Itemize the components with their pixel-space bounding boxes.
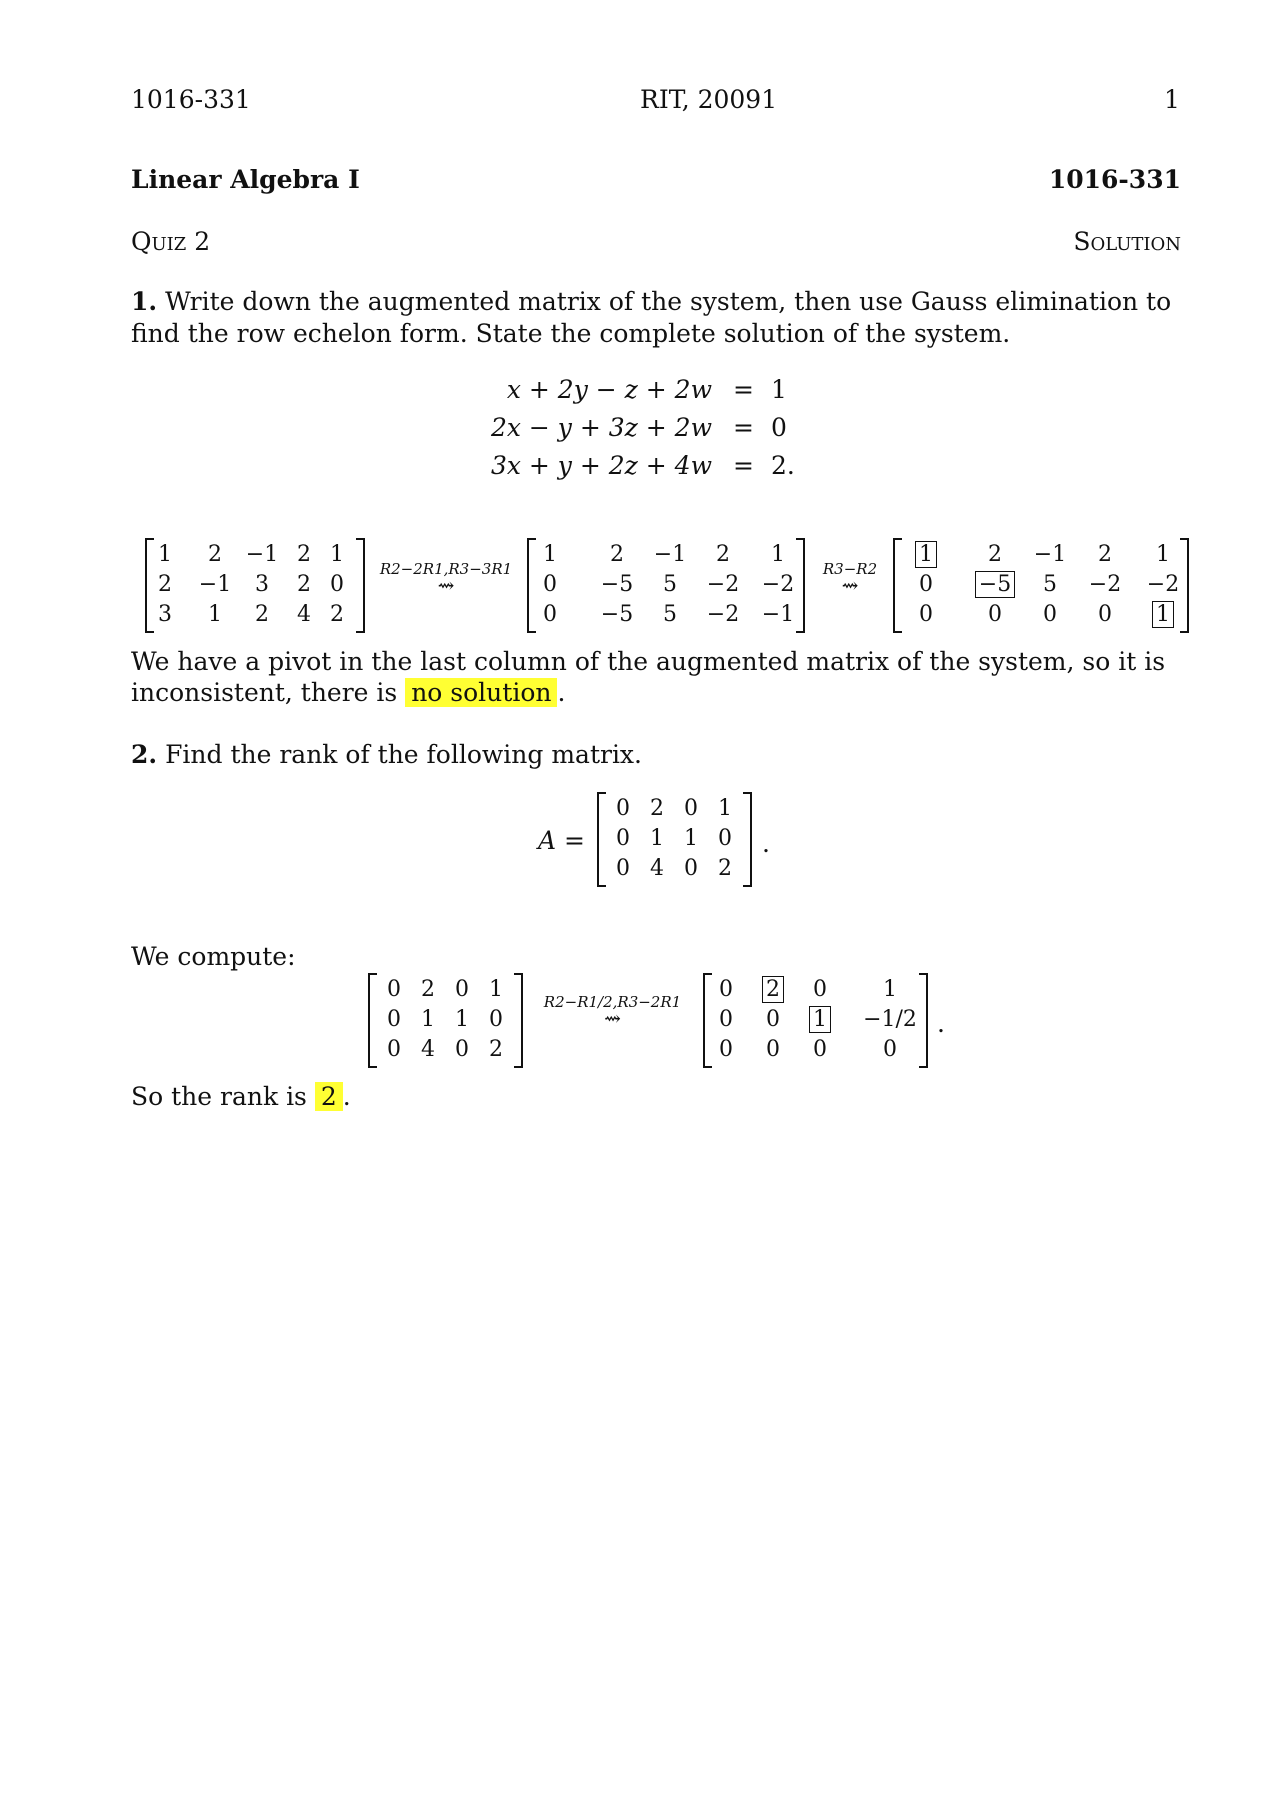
matrix-entry: 1 xyxy=(684,826,698,851)
matrix-entry: 1 xyxy=(883,977,897,1002)
matrix-entry: 2 xyxy=(718,856,732,881)
header-left: 1016-331 xyxy=(131,85,251,114)
quiz-type: Solution xyxy=(1073,227,1181,256)
matrix-entry: 1 xyxy=(330,542,344,567)
leads-to-arrow: ⇝ xyxy=(604,1006,621,1030)
matrix-entry: 0 xyxy=(543,602,557,627)
matrix-entry: 1 xyxy=(1156,542,1170,567)
equation-row xyxy=(500,375,712,407)
matrix-entry: 0 xyxy=(616,796,630,821)
matrix-entry: 1 xyxy=(158,542,172,567)
matrix-entry: −1 xyxy=(653,542,687,567)
matrix-entry: 0 xyxy=(766,1007,780,1032)
matrix-entry: 0 xyxy=(455,1037,469,1062)
matrix-entry: 0 xyxy=(1098,602,1112,627)
problem2-statement xyxy=(131,739,1181,771)
matrix-entry: 4 xyxy=(650,856,664,881)
problem2-text: Find the rank of the following matrix. xyxy=(165,740,642,769)
matrix-entry: −1 xyxy=(245,542,279,567)
equation-system xyxy=(490,375,800,485)
matrix-label: A = xyxy=(538,826,585,855)
matrix-entry: −2 xyxy=(1146,572,1180,597)
rank-answer-highlight: 2 xyxy=(315,1082,343,1111)
matrix-entry: 2 xyxy=(650,796,664,821)
echelon-matrix-A xyxy=(703,973,928,1068)
matrix-entry: 0 xyxy=(719,1007,733,1032)
matrix-entry: 1 xyxy=(489,977,503,1002)
problem1-number: 1. xyxy=(131,287,158,316)
problem1-text: Write down the augmented matrix of the system, then use Gauss elimination to find the row echelon form. State the complete solution of the system. xyxy=(131,287,1172,348)
matrix-entry: 0 xyxy=(1043,602,1057,627)
matrix-entry: 0 xyxy=(719,1037,733,1062)
matrix-entry: 0 xyxy=(813,977,827,1002)
matrix-entry: 1 xyxy=(650,826,664,851)
equation-rhs: 2. xyxy=(771,451,795,480)
matrix-entry: 1 xyxy=(421,1007,435,1032)
matrix-entry: 0 xyxy=(489,1007,503,1032)
matrix-entry: 2 xyxy=(330,602,344,627)
matrix-entry: 2 xyxy=(158,572,172,597)
reduced-matrix-step1 xyxy=(527,538,805,633)
matrix-A xyxy=(597,792,752,887)
matrix-entry: 1 xyxy=(455,1007,469,1032)
matrix-entry: 0 xyxy=(919,572,933,597)
matrix-entry: 2 xyxy=(716,542,730,567)
matrix-entry: 2 xyxy=(988,542,1002,567)
rank-period: . xyxy=(342,1082,351,1111)
matrix-entry: 0 xyxy=(684,856,698,881)
matrix-entry: 0 xyxy=(387,1037,401,1062)
matrix-entry: 2 xyxy=(297,572,311,597)
matrix-entry: 0 xyxy=(616,856,630,881)
matrix-entry: 0 xyxy=(616,826,630,851)
matrix-entry: −2 xyxy=(706,602,740,627)
equation-lhs: 3x + y + 2z + 4w xyxy=(490,451,712,480)
matrix-entry: 5 xyxy=(1043,572,1057,597)
matrix-entry: −1 xyxy=(198,572,232,597)
equation-lhs: 2x − y + 3z + 2w xyxy=(490,413,712,442)
matrix-entry: −1/2 xyxy=(863,1007,917,1032)
leads-to-arrow: ⇝ xyxy=(841,573,859,597)
matrix-entry: 0 xyxy=(813,1037,827,1062)
answer-highlight: no solution xyxy=(405,678,557,707)
matrix-entry: 0 xyxy=(387,977,401,1002)
matrix-entry: 5 xyxy=(663,602,677,627)
matrix-entry: 0 xyxy=(455,977,469,1002)
matrix-entry: 2 xyxy=(610,542,624,567)
matrix-entry: 0 xyxy=(988,602,1002,627)
equals-sign: = xyxy=(733,375,754,404)
matrix-entry: 1 xyxy=(543,542,557,567)
row-operation-label: R2−2R1,R3−3R1 xyxy=(379,560,513,578)
matrix-period: . xyxy=(937,1009,945,1038)
matrix-entry: 2 xyxy=(208,542,222,567)
matrix-entry: 4 xyxy=(421,1037,435,1062)
matrix-entry: −2 xyxy=(706,572,740,597)
course-code: 1016-331 xyxy=(1048,165,1181,194)
problem2-number: 2. xyxy=(131,740,158,769)
matrix-entry: −5 xyxy=(600,602,634,627)
matrix-entry: 2 xyxy=(297,542,311,567)
matrix-entry: 0 xyxy=(543,572,557,597)
matrix-entry: 0 xyxy=(883,1037,897,1062)
page-number: 1 xyxy=(1164,85,1180,114)
matrix-entry: 2 xyxy=(738,975,808,1005)
equals-sign: = xyxy=(733,413,754,442)
matrix-entry: −2 xyxy=(1088,572,1122,597)
matrix-entry: −1 xyxy=(761,602,795,627)
matrix-entry: 3 xyxy=(255,572,269,597)
matrix-entry: 1 xyxy=(771,542,785,567)
matrix-A-copy xyxy=(368,973,523,1068)
conclusion-period: . xyxy=(557,678,566,707)
matrix-entry: 2 xyxy=(255,602,269,627)
rank-text: So the rank is xyxy=(131,1082,307,1111)
matrix-entry: 4 xyxy=(297,602,311,627)
matrix-period: . xyxy=(762,829,770,858)
matrix-entry: 1 xyxy=(785,1005,855,1035)
matrix-entry: 0 xyxy=(919,602,933,627)
matrix-entry: 5 xyxy=(663,572,677,597)
quiz-label: Quiz 2 xyxy=(131,227,211,256)
problem1-conclusion xyxy=(131,646,1181,708)
matrix-entry: 0 xyxy=(330,572,344,597)
matrix-entry: −1 xyxy=(1033,542,1067,567)
matrix-entry: 1 xyxy=(891,540,961,570)
conclusion-text: We have a pivot in the last column of the augmented matrix of the system, so it is inconsistent, there is xyxy=(131,647,1166,707)
matrix-entry: −5 xyxy=(960,570,1030,600)
matrix-entry: 1 xyxy=(1128,600,1198,630)
matrix-entry: 0 xyxy=(719,977,733,1002)
equation-lhs: x + 2y − z + 2w xyxy=(506,375,712,404)
rank-statement xyxy=(131,1081,351,1113)
matrix-entry: 3 xyxy=(158,602,172,627)
matrix-entry: 2 xyxy=(1098,542,1112,567)
augmented-matrix xyxy=(145,538,365,633)
course-title: Linear Algebra I xyxy=(131,165,360,194)
problem1-statement xyxy=(131,286,1181,350)
matrix-entry: 2 xyxy=(489,1037,503,1062)
header-center: RIT, 20091 xyxy=(640,85,778,114)
leads-to-arrow: ⇝ xyxy=(437,573,455,597)
matrix-entry: 1 xyxy=(718,796,732,821)
equation-rhs: 0 xyxy=(771,413,787,442)
matrix-entry: −5 xyxy=(600,572,634,597)
equation-row xyxy=(490,451,712,483)
row-operation-label: R3−R2 xyxy=(822,560,878,578)
matrix-entry: −2 xyxy=(761,572,795,597)
matrix-entry: 2 xyxy=(421,977,435,1002)
equation-row xyxy=(490,413,712,445)
matrix-entry: 0 xyxy=(766,1037,780,1062)
row-echelon-matrix xyxy=(893,538,1189,633)
matrix-entry: 0 xyxy=(684,796,698,821)
compute-label: We compute: xyxy=(131,942,296,971)
equals-sign: = xyxy=(733,451,754,480)
matrix-entry: 1 xyxy=(208,602,222,627)
equation-rhs: 1 xyxy=(771,375,787,404)
matrix-entry: 0 xyxy=(718,826,732,851)
matrix-entry: 0 xyxy=(387,1007,401,1032)
row-operation-label: R2−R1/2,R3−2R1 xyxy=(543,993,682,1011)
